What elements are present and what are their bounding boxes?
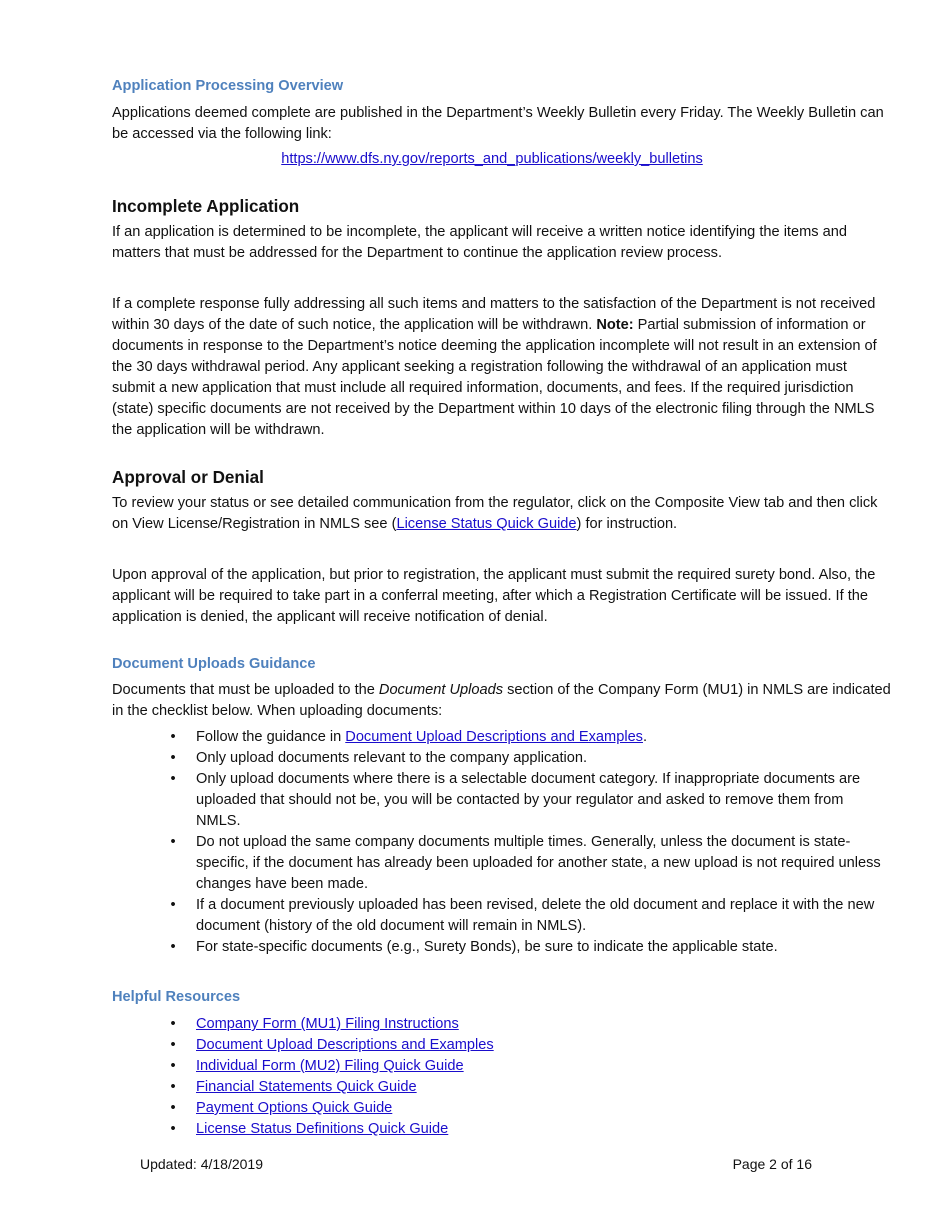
incomplete-para-2-start: If a complete response fully addressing all such items and matters to the satisfaction of the Department is not received within 30 days of the date of such notice, the application will be withdrawn. (112, 296, 876, 333)
approval-para-2: Upon approval of the application, but prior to registration, the applicant must submit the required surety bond. Also, the applicant will be required to take part in a conferral meeting, after which a Registration Certificate will be issued. If the application is denied, the applicant will receive notification of denial. (112, 567, 876, 625)
document-page (112, 76, 892, 1140)
list-item (170, 1098, 892, 1119)
incomplete-para-2 (112, 294, 892, 441)
list-item (170, 937, 892, 958)
resources-list (112, 1014, 892, 1140)
bullet-icon: • (170, 771, 176, 787)
bullet-text: Only upload documents relevant to the company application. (196, 750, 588, 766)
company-form-instructions-link[interactable]: Company Form (MU1) Filing Instructions (196, 1016, 459, 1032)
overview-text: Applications deemed complete are published in the Department’s Weekly Bulletin every Friday. The Weekly Bulletin can be accessed via the following link: (112, 105, 884, 142)
document-upload-descriptions-resource-link[interactable]: Document Upload Descriptions and Examples (196, 1037, 494, 1053)
page-number: Page 2 of 16 (732, 1156, 812, 1172)
bullet-text: Only upload documents where there is a selectable document category. If inappropriate documents are uploaded that should not be, you will be contacted by your regulator and asked to remove them from NMLS. (196, 771, 861, 829)
uploads-intro-italic: Document Uploads (378, 682, 504, 698)
license-status-quick-guide-link[interactable]: License Status Quick Guide (396, 516, 577, 532)
uploads-intro (112, 680, 892, 722)
list-item (170, 1077, 892, 1098)
bullet-icon: • (170, 750, 176, 766)
list-item (170, 1056, 892, 1077)
bullet-icon: • (170, 939, 176, 955)
incomplete-para-2-end: Partial submission of information or documents in response to the Department’s notice deeming the application incomplete will not result in an extension of the 30 days withdrawal period. Any applicant seeking a registration following the withdrawal of an application must submit a new application that must include all required information, documents, and fees. If the required jurisdiction (state) specific documents are not received by the Department within 10 days of the electronic filing through the NMLS the application will be withdrawn. (112, 317, 877, 438)
page-footer (140, 1154, 812, 1175)
uploads-heading: Document Uploads Guidance (112, 656, 316, 672)
bullet-1-end: . (642, 729, 648, 745)
bullet-icon: • (170, 897, 176, 913)
incomplete-para-1: If an application is determined to be incomplete, the applicant will receive a written notice identifying the items and matters that must be addressed for the Department to continue the application review process. (112, 224, 847, 261)
license-status-definitions-guide-link[interactable]: License Status Definitions Quick Guide (196, 1121, 449, 1137)
list-item (170, 748, 892, 769)
bullet-icon: • (170, 1058, 176, 1074)
document-upload-descriptions-link[interactable]: Document Upload Descriptions and Examples (345, 729, 643, 745)
financial-statements-guide-link[interactable]: Financial Statements Quick Guide (196, 1079, 417, 1095)
bullet-text: Do not upload the same company documents multiple times. Generally, unless the document is state-specific, if the document has already been uploaded for another state, a new upload is not required unless changes have been made. (196, 834, 881, 892)
approval-para-1-start: To review your status or see detailed communication from the regulator, click on the Composite View tab and then click on View License/Registration in NMLS see ( (112, 495, 878, 532)
approval-para-1-end: ) for instruction. (576, 516, 678, 532)
bullet-text: For state-specific documents (e.g., Surety Bonds), be sure to indicate the applicable state. (196, 939, 778, 955)
list-item (170, 769, 892, 832)
bullet-icon: • (170, 1037, 176, 1053)
updated-date: Updated: 4/18/2019 (140, 1156, 263, 1172)
list-item (170, 1014, 892, 1035)
bullet-icon: • (170, 1079, 176, 1095)
bullet-icon: • (170, 729, 176, 745)
incomplete-heading: Incomplete Application (112, 197, 300, 216)
bullet-icon: • (170, 1121, 176, 1137)
payment-options-guide-link[interactable]: Payment Options Quick Guide (196, 1100, 393, 1116)
approval-para-1 (112, 493, 892, 535)
bullet-text: If a document previously uploaded has been revised, delete the old document and replace it with the new document (history of the old document will remain in NMLS). (196, 897, 875, 934)
list-item (170, 895, 892, 937)
resources-heading: Helpful Resources (112, 989, 241, 1005)
list-item (170, 1119, 892, 1140)
bullet-icon: • (170, 1100, 176, 1116)
list-item (170, 1035, 892, 1056)
note-label: Note: (596, 317, 634, 333)
bullet-icon: • (170, 1016, 176, 1032)
uploads-bullet-list (112, 727, 892, 958)
individual-form-guide-link[interactable]: Individual Form (MU2) Filing Quick Guide (196, 1058, 464, 1074)
approval-heading: Approval or Denial (112, 468, 264, 487)
uploads-intro-start: Documents that must be uploaded to the (112, 682, 379, 698)
weekly-bulletin-link-row (112, 149, 892, 170)
bullet-icon: • (170, 834, 176, 850)
list-item (170, 727, 892, 748)
overview-heading: Application Processing Overview (112, 78, 344, 94)
bullet-1-start: Follow the guidance in (196, 729, 346, 745)
list-item (170, 832, 892, 895)
weekly-bulletin-link[interactable]: https://www.dfs.ny.gov/reports_and_publications/weekly_bulletins (281, 151, 703, 167)
uploads-intro-end: section of the Company Form (MU1) in NMLS are indicated in the checklist below. When uploading documents: (112, 682, 891, 719)
